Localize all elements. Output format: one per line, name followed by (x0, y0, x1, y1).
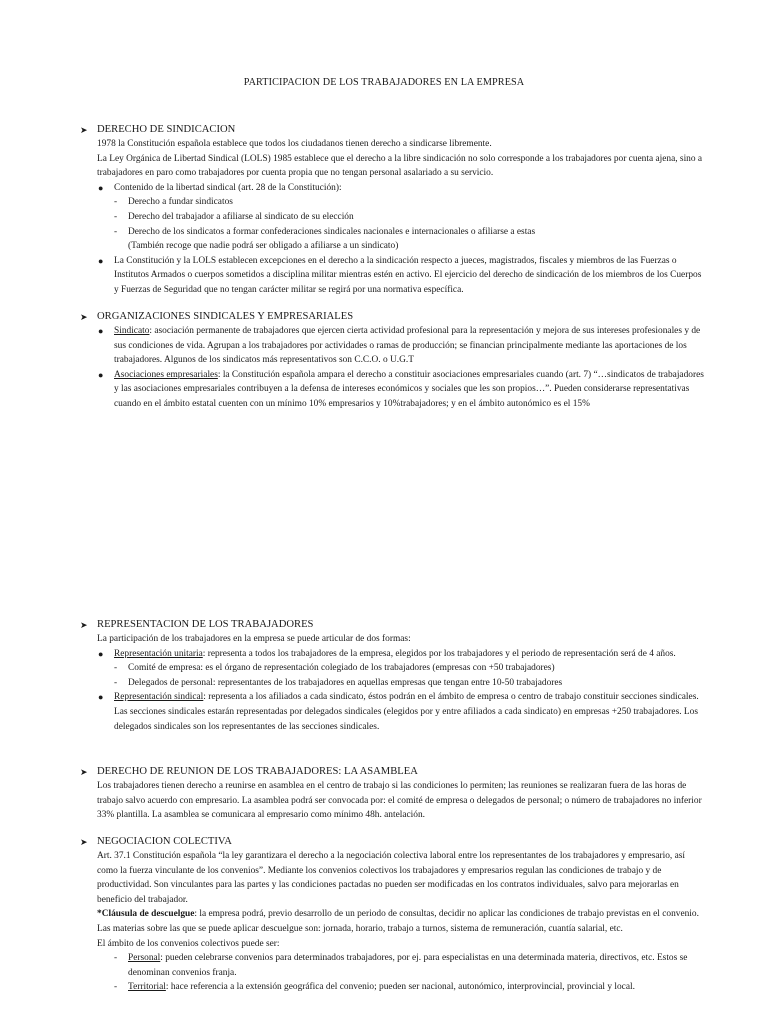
bullet-dot-icon: ● (98, 692, 104, 703)
section-body (0, 632, 707, 734)
section-body (0, 137, 707, 298)
list-item-text: Delegados de personal: representantes de los trabajadores en aquellas empresas que tengan entre 10-50 trabajadores (128, 677, 563, 688)
section-heading-text: DERECHO DE SINDICACION (97, 124, 236, 135)
list-item (97, 324, 707, 368)
list-item (97, 676, 707, 691)
term: *Cláusula de descuelgue (97, 909, 195, 920)
section-heading (0, 765, 768, 779)
section-body (0, 324, 707, 412)
section-heading-text: ORGANIZACIONES SINDICALES Y EMPRESARIALES (97, 311, 354, 322)
paragraph: El ámbito de los convenios colectivos puede ser: (97, 938, 280, 949)
dash-icon: - (114, 953, 118, 964)
dash-icon: - (114, 663, 118, 674)
paragraph: La Ley Orgánica de Libertad Sindical (LOLS) 1985 establece que el derecho a la libre sindicación no solo corresponde a los trabajadores por cuenta ajena, sino a trabajadores en paro como trabajadores por cuenta propia que no tengan personal asalariado a su servicio. (97, 153, 703, 179)
paragraph (97, 907, 707, 936)
list-item (97, 225, 707, 240)
list-item (97, 647, 707, 691)
bullet-list (97, 324, 707, 412)
dash-icon: - (114, 982, 118, 993)
section-body (0, 849, 707, 995)
dash-list (97, 195, 707, 239)
term: Sindicato (114, 326, 150, 336)
paragraph: 1978 la Constitución española establece que todos los ciudadanos tienen derecho a sindicarse libremente. (97, 139, 492, 149)
dash-list (97, 951, 707, 995)
bullet-dot-icon: ● (98, 369, 104, 380)
section-heading-text: DERECHO DE REUNION DE LOS TRABAJADORES: LA ASAMBLEA (97, 766, 418, 777)
bullet-dot-icon: ● (98, 255, 104, 266)
list-item-text: : hace referencia a la extensión geográfica del convenio; pueden ser nacional, autonómico, interprovincial, provincial y local. (165, 982, 635, 993)
bullet-list (97, 181, 707, 298)
list-item (97, 980, 707, 995)
dash-icon: - (114, 226, 118, 237)
bullet-dot-icon: ● (98, 326, 104, 336)
section-representacion (0, 618, 768, 734)
arrow-bullet-icon: ➤ (80, 125, 88, 135)
page-title: PARTICIPACION DE LOS TRABAJADORES EN LA EMPRESA (243, 77, 525, 88)
list-item-text: Comité de empresa: es el órgano de representación colegiado de los trabajadores (empresas con +50 trabajadores) (128, 663, 555, 674)
section-derecho-sindicacion (0, 123, 768, 298)
list-item-text: Derecho a fundar sindicatos (128, 197, 233, 208)
list-item-text: Derecho de los sindicatos a formar confederaciones sindicales nacionales e internacionales o afiliarse a estas (128, 226, 536, 237)
section-heading (0, 835, 768, 849)
section-heading-text: NEGOCIACION COLECTIVA (97, 836, 232, 847)
section-organizaciones (0, 310, 768, 412)
section-reunion (0, 765, 768, 823)
list-item-text: : asociación permanente de trabajadores que ejercen cierta actividad profesional para la representación y mejora de sus intereses profesionales y de sus condiciones de vida. Agrupan a los trabajadores por actividades o ramas de producción; se financian principalmente mediante las aportaciones de los trabajadores. Algunos de los sindicatos más representativos son C.C.O. o U.G.T (114, 326, 701, 366)
list-item (97, 690, 707, 734)
list-item-text: Derecho del trabajador a afiliarse al sindicato de su elección (128, 211, 354, 222)
list-item-text: : representa a los afiliados a cada sindicato, éstos podrán en el ámbito de empresa o centro de trabajo constituir secciones sindicales. Las secciones sindicales estarán representadas por delegados sindicales (elegidos por y entre afiliados a cada sindicato) en empresas +250 trabajadores. Los delegados sindicales son los representantes de las secciones sindicales. (114, 692, 699, 732)
dash-list (97, 661, 707, 690)
section-heading (0, 310, 768, 324)
term: Asociaciones empresariales (114, 369, 218, 380)
section-heading (0, 123, 768, 137)
arrow-bullet-icon: ➤ (80, 312, 88, 322)
dash-icon: - (114, 677, 118, 688)
arrow-bullet-icon: ➤ (80, 620, 88, 630)
note-text: (También recoge que nadie podrá ser obligado a afiliarse a un sindicato) (128, 241, 399, 252)
bullet-dot-icon: ● (98, 648, 104, 659)
arrow-bullet-icon: ➤ (80, 767, 88, 777)
section-heading (0, 618, 768, 632)
list-item (97, 210, 707, 225)
term: Personal (128, 953, 161, 964)
term: Representación unitaria (114, 648, 203, 659)
list-item (97, 195, 707, 210)
list-item (97, 181, 707, 254)
list-item (97, 951, 707, 980)
paragraph: La participación de los trabajadores en la empresa se puede articular de dos formas: (97, 634, 411, 644)
list-item (97, 254, 707, 298)
paragraph: Los trabajadores tienen derecho a reunirse en asamblea en el centro de trabajo si las condiciones lo permiten; las reuniones se realizaran fuera de las horas de trabajo salvo acuerdo con empresario. La asamblea podrá ser convocada por: el comité de empresa o delegados de personal; o número de trabajadores no inferior 33% plantilla. La asamblea se comunicara al empresario como mínimo 48h. antelación. (97, 781, 702, 821)
paragraph-text: : la empresa podrá, previo desarrollo de un periodo de consultas, decidir no aplicar las condiciones de trabajo previstas en el convenio. Las materias sobre las que se puede aplicar descuelgue son: jornada, horario, trabajo a turnos, sistema de remuneración, cuantía salarial, etc. (97, 909, 699, 934)
paragraph: Art. 37.1 Constitución española “la ley garantizara el derecho a la negociación colectiva laboral entre los representantes de los trabajadores y empresario, así como la fuerza vinculante de los convenios”. Mediante los convenios colectivos los trabajadores y empresarios regulan las condiciones de trabajo y de productividad. Son vinculantes para las partes y las condiciones pactadas no pueden ser modificadas en los contratos individuales, salvo para mejorarlas en beneficio del trabajador. (97, 851, 686, 905)
list-item (97, 368, 707, 412)
arrow-bullet-icon: ➤ (80, 837, 88, 847)
term: Representación sindical (114, 692, 204, 703)
list-item-text: : la Constitución española ampara el derecho a constituir asociaciones empresariales cuando (art. 7) “…sindicatos de trabajadores y las asociaciones empresariales contribuyen a la defensa de intereses económicos y sociales que les son propios…”. Pueden considerarse representativas cuando en el ámbito estatal cuenten con un mínimo 10% empresarios y 10%trabajadores; y en el ámbito autonómico es el 15% (114, 369, 704, 409)
section-negociacion (0, 835, 768, 995)
list-item-text: : representa a todos los trabajadores de la empresa, elegidos por los trabajadores y el periodo de representación será de 4 años. (202, 648, 676, 659)
bullet-dot-icon: ● (98, 182, 104, 193)
term: Territorial (128, 982, 166, 993)
bullet-list (97, 647, 707, 735)
list-item-text: : pueden celebrarse convenios para determinados trabajadores, por ej. para especialistas en una determinada materia, directivos, etc. Estos se denominan convenios franja. (128, 953, 688, 978)
section-heading-text: REPRESENTACION DE LOS TRABAJADORES (97, 619, 314, 630)
section-body (0, 779, 707, 823)
list-item-text: La Constitución y la LOLS establecen excepciones en el derecho a la sindicación respecto a jueces, magistrados, fiscales y miembros de las Fuerzas o Institutos Armados o cuerpos sometidos a disciplina militar mientras estén en activo. El ejercicio del derecho de sindicación de los miembros de los Cuerpos y Fuerzas de Seguridad que no tengan carácter militar se regirá por una normativa específica. (114, 255, 702, 295)
list-item-text: Contenido de la libertad sindical (art. 28 de la Constitución): (114, 182, 342, 193)
dash-icon: - (114, 197, 118, 208)
dash-icon: - (114, 211, 118, 222)
list-item (97, 661, 707, 676)
